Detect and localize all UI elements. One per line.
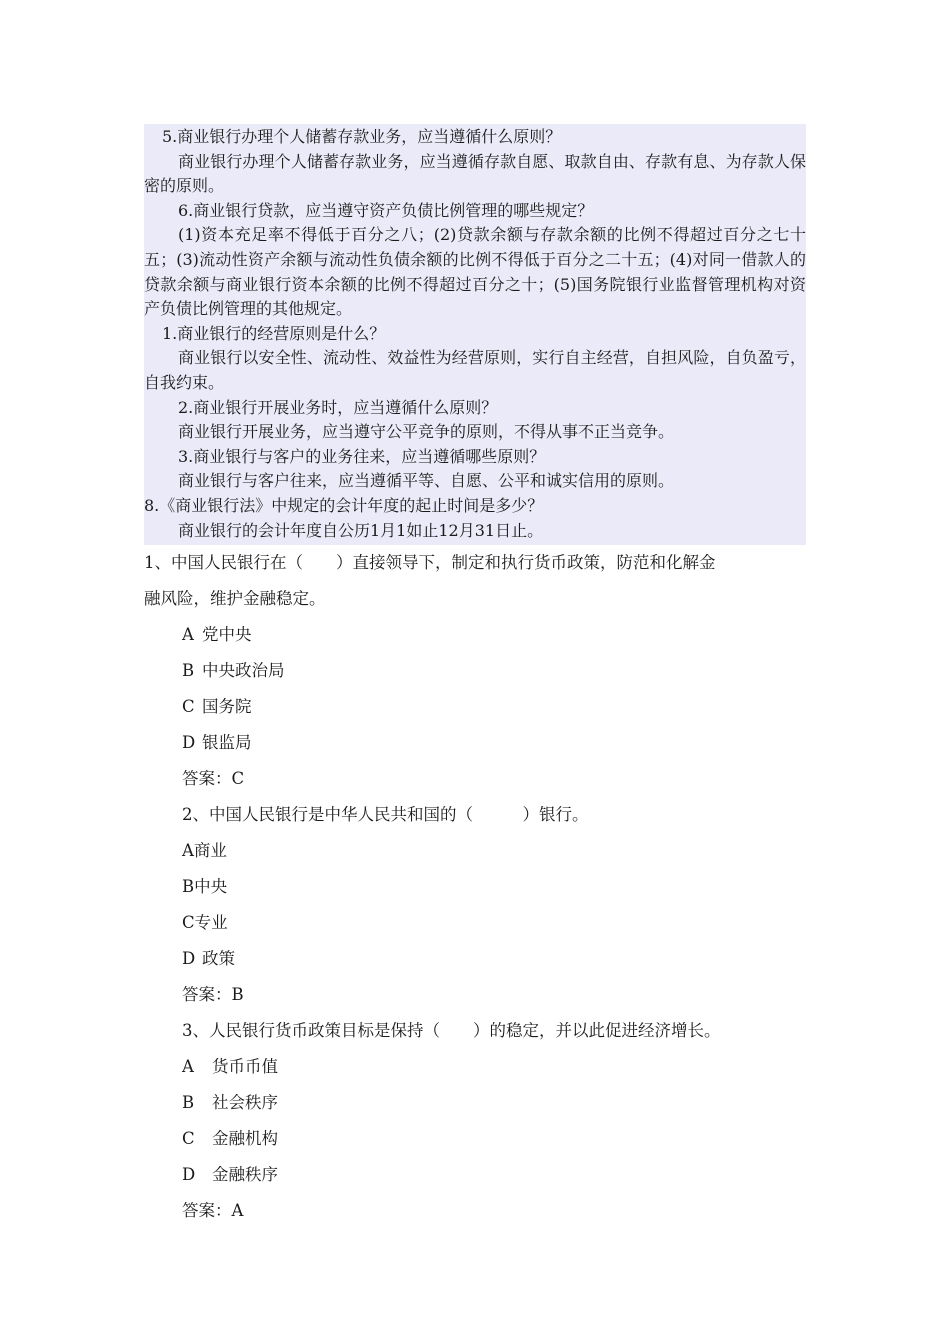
option-text: 货币币值 [212, 1057, 278, 1077]
answer-paragraph: 商业银行办理个人储蓄存款业务，应当遵循存款自愿、取款自由、存款有息、为存款人保密的原则。 [144, 151, 806, 196]
option-letter: C [182, 913, 195, 933]
option-letter: C [182, 697, 195, 717]
option-text: 银监局 [202, 733, 252, 753]
option-text: 金融机构 [212, 1129, 278, 1149]
question-stem: 3、人民银行货币政策目标是保持（ ）的稳定，并以此促进经济增长。 [182, 1021, 721, 1041]
option-letter: A [182, 625, 194, 645]
shaded-qa-section [144, 124, 806, 545]
answer-paragraph: 商业银行以安全性、流动性、效益性为经营原则，实行自主经营，自担风险，自负盈亏，自我约束。 [144, 348, 806, 392]
question-stem-line-2: 融风险，维护金融稳定。 [144, 589, 326, 609]
answer-line: 商业银行与客户往来，应当遵循平等、自愿、公平和诚实信用的原则。 [178, 471, 675, 491]
option-b [144, 869, 806, 905]
answer-paragraph: (1)资本充足率不得低于百分之八；(2)贷款余额与存款余额的比例不得超过百分之七十五；(3)流动性资产余额与流动性负债余额的比例不得低于百分之二十五；(4)对同一借款人的贷款余额与商业银行资本余额的比例不得超过百分之十；(5)国务院银行业监督管理机构对资产负债比例管理的其他规定。 [144, 225, 806, 319]
option-d [144, 725, 806, 761]
option-text: 金融秩序 [212, 1165, 278, 1185]
option-text: 商业 [193, 841, 227, 861]
answer-line: 答案：A [182, 1201, 244, 1221]
option-b [144, 653, 806, 689]
option-letter: C [182, 1129, 195, 1149]
answer-line: 商业银行的会计年度自公历1月1如止12月31日止。 [178, 520, 544, 540]
question-stem-line-1: 1、中国人民银行在（ ）直接领导下，制定和执行货币政策，防范和化解金 [144, 553, 716, 573]
option-text: 国务院 [202, 697, 252, 717]
option-letter: B [182, 661, 195, 681]
multiple-choice-section [144, 545, 806, 1229]
question-1 [144, 545, 806, 797]
question-heading: 3.商业银行与客户的业务往来，应当遵循哪些原则？ [178, 446, 546, 466]
question-3 [144, 1013, 806, 1229]
question-heading: 2.商业银行开展业务时，应当遵循什么原则？ [178, 397, 498, 417]
question-2 [144, 797, 806, 1013]
option-c [144, 905, 806, 941]
option-letter: D [182, 733, 196, 753]
option-text: 党中央 [202, 625, 252, 645]
option-a [144, 617, 806, 653]
option-c [144, 1121, 806, 1157]
option-b [144, 1085, 806, 1121]
option-text: 社会秩序 [212, 1093, 278, 1113]
option-text: 政策 [202, 949, 235, 969]
option-a [144, 833, 806, 869]
option-letter: B [182, 877, 195, 897]
document-page [144, 124, 806, 1229]
question-stem: 2、中国人民银行是中华人民共和国的（ ）银行。 [182, 805, 589, 825]
question-heading: 5.商业银行办理个人储蓄存款业务，应当遵循什么原则？ [162, 127, 562, 146]
option-text: 中央政治局 [202, 661, 285, 681]
answer-line: 商业银行开展业务，应当遵守公平竞争的原则，不得从事不正当竞争。 [178, 422, 675, 442]
answer-line: 答案：C [182, 769, 245, 789]
option-a [144, 1049, 806, 1085]
option-letter: A [182, 841, 194, 861]
question-stem [144, 545, 806, 617]
question-heading: 1.商业银行的经营原则是什么？ [162, 323, 386, 343]
option-d [144, 1157, 806, 1193]
question-heading: 6.商业银行贷款，应当遵守资产负债比例管理的哪些规定？ [178, 200, 594, 220]
option-c [144, 689, 806, 725]
option-letter: D [182, 1165, 196, 1185]
option-letter: D [182, 949, 196, 969]
option-letter: B [182, 1093, 195, 1113]
question-heading: 8.《商业银行法》中规定的会计年度的起止时间是多少？ [144, 495, 544, 515]
option-letter: A [182, 1057, 194, 1077]
option-text: 中央 [194, 877, 228, 897]
option-d [144, 941, 806, 977]
option-text: 专业 [194, 913, 228, 933]
answer-line: 答案：B [182, 985, 244, 1005]
